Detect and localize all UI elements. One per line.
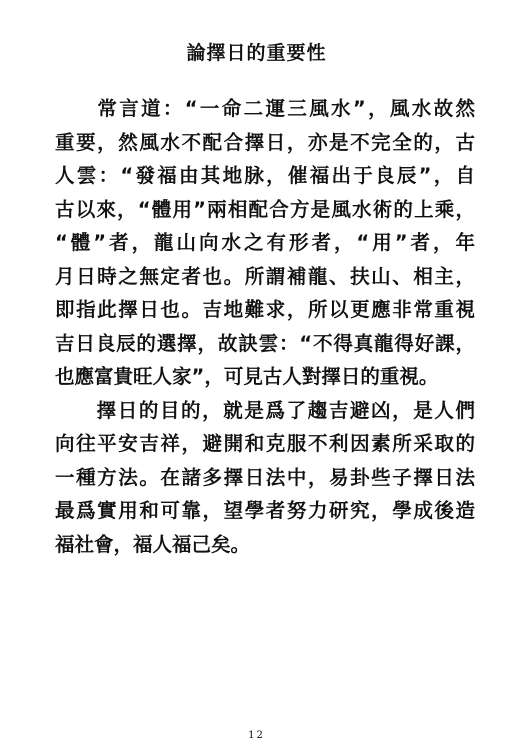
paragraph-2 bbox=[55, 394, 475, 562]
page-title: 論擇日的重要性 bbox=[186, 42, 327, 64]
text-line: 即指此擇日也。吉地難求，所以更應非常重視 bbox=[55, 298, 475, 321]
text-line: “體”者，龍山向水之有形者，“用”者，年 bbox=[55, 231, 475, 254]
text-line: 人雲：“發福由其地脉，催福出于良辰”，自 bbox=[55, 164, 475, 187]
paragraph-1 bbox=[55, 92, 475, 394]
text-line: 也應富貴旺人家”，可見古人對擇日的重視。 bbox=[55, 365, 439, 388]
text-line: 吉日良辰的選擇，故訣雲：“不得真龍得好課， bbox=[55, 331, 475, 355]
body-text bbox=[55, 92, 475, 561]
text-line: 最爲實用和可靠，望學者努力研究，學成後造 bbox=[55, 499, 475, 522]
text-line: 一種方法。在諸多擇日法中，易卦些子擇日法 bbox=[55, 465, 475, 489]
text-line: 重要，然風水不配合擇日，亦是不完全的，古 bbox=[55, 130, 475, 154]
text-line: 向往平安吉祥，避開和克服不利因素所采取的 bbox=[55, 432, 475, 455]
text-line: 古以來，“體用”兩相配合方是風水術的上乘， bbox=[55, 197, 475, 221]
text-line: 擇日的目的，就是爲了趨吉避凶，是人們 bbox=[95, 398, 475, 422]
text-line: 常言道：“一命二運三風水”，風水故然 bbox=[95, 97, 475, 120]
page-number: 12 bbox=[248, 730, 265, 741]
text-line: 福社會，福人福己矣。 bbox=[55, 532, 251, 556]
text-line: 月日時之無定者也。所謂補龍、扶山、相主， bbox=[55, 264, 475, 288]
